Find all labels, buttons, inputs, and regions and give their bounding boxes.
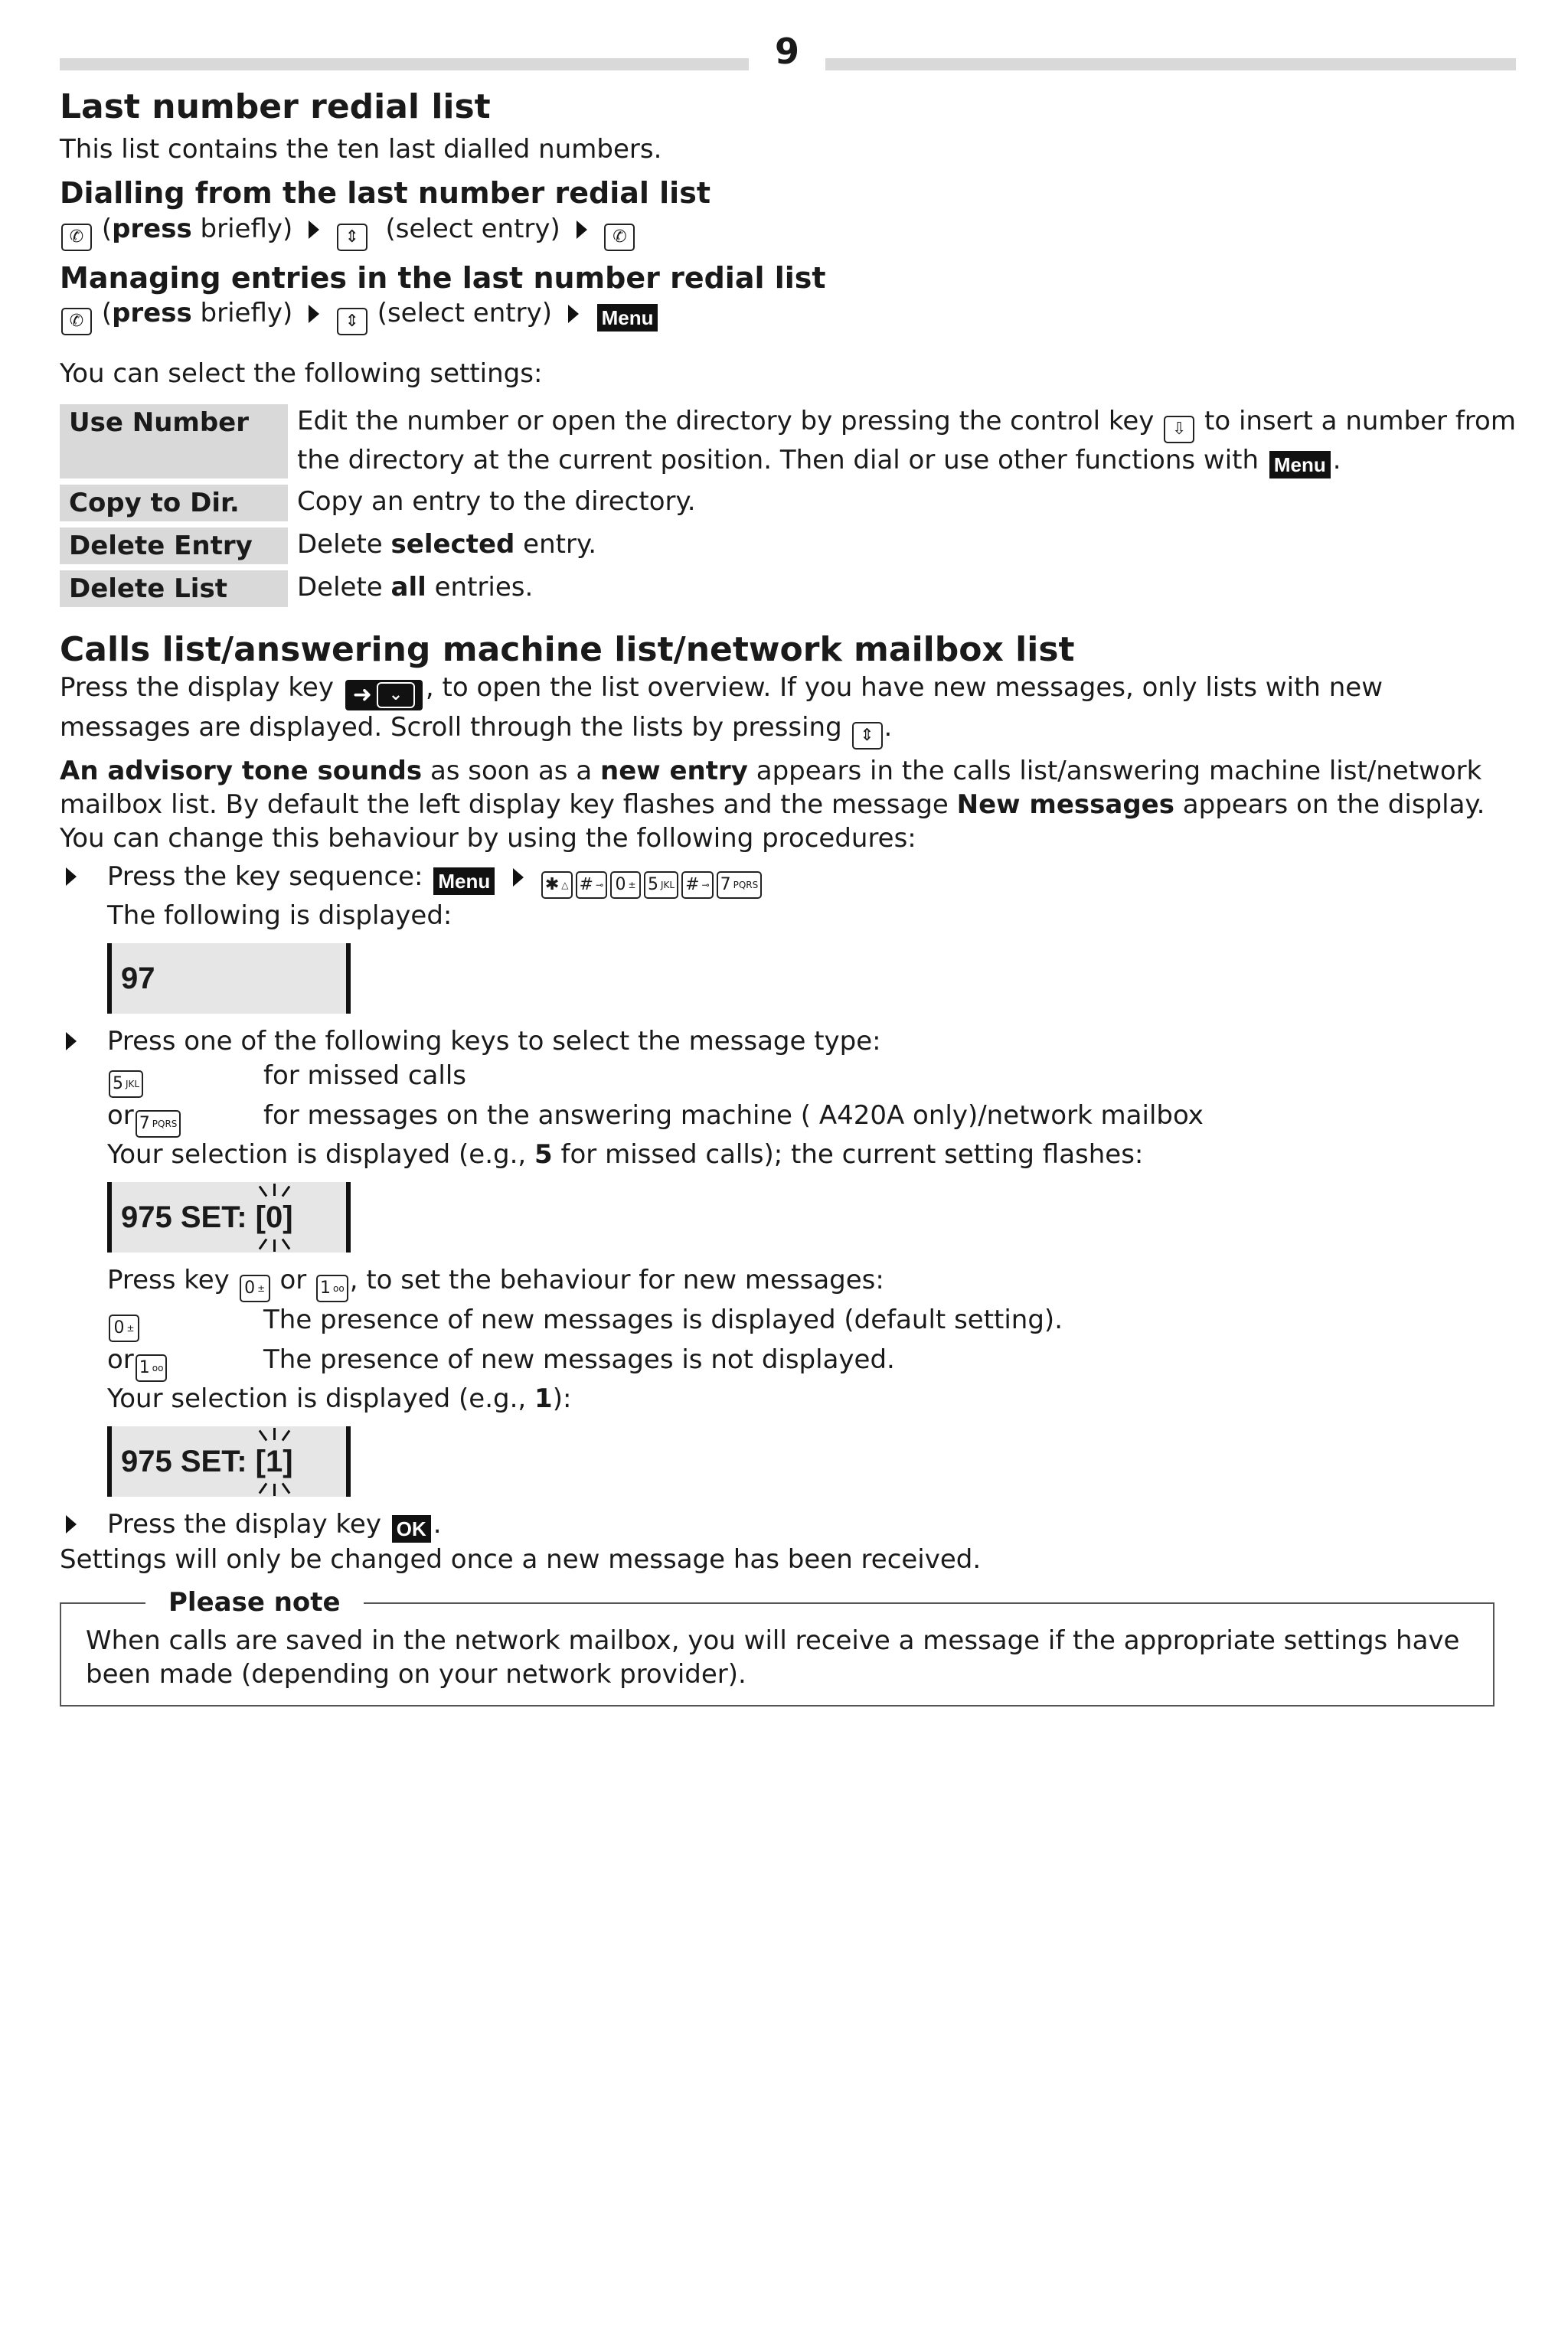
key-1 <box>136 1354 168 1382</box>
setting-desc: Copy an entry to the directory. <box>297 486 696 517</box>
settings-intro: You can select the following settings: <box>60 358 543 389</box>
bold-text: New messages <box>956 789 1174 820</box>
triangle-bullet-icon <box>577 220 587 239</box>
key-main: 7 <box>139 1114 150 1133</box>
selection-text: ): <box>552 1383 572 1414</box>
settings-table <box>60 398 1516 613</box>
calls-p1 <box>60 671 1516 750</box>
redial-intro: This list contains the ten last dialled numbers. <box>60 134 662 165</box>
calls-p2 <box>60 754 1516 855</box>
menu-key: Menu <box>1269 451 1331 478</box>
or-text: or <box>107 1344 134 1375</box>
calls-p1-text: . <box>884 712 893 743</box>
option-text: The presence of new messages is displayed (default setting). <box>263 1305 1063 1335</box>
triangle-bullet-icon <box>309 220 319 239</box>
key-hash <box>576 871 608 899</box>
calls-p1-text: , to open the list overview. If you have new messages, only lists with new messages are displayed. Scroll through the lists by pressing <box>60 672 1383 743</box>
triangle-bullet-icon <box>66 1032 77 1050</box>
key-main: 1 <box>320 1279 332 1298</box>
display-key-arrow <box>345 680 423 710</box>
page <box>60 31 1516 1707</box>
flashing-value <box>266 1200 283 1235</box>
option-key-cell <box>107 1098 263 1138</box>
calls-p2-text: as soon as a <box>430 756 593 786</box>
option-missed <box>60 1058 1516 1098</box>
selection-text: for missed calls); the current setting flashes: <box>560 1139 1144 1170</box>
selection-1 <box>60 1138 1516 1171</box>
chevron-down-icon: ⌄ <box>377 682 415 708</box>
key-main: 5 <box>648 875 659 894</box>
or-text: or <box>107 1100 134 1131</box>
step-text: Press one of the following keys to select the message type: <box>107 1026 881 1057</box>
following-displayed: The following is displayed: <box>107 900 452 931</box>
key-sub: ± <box>257 1283 266 1294</box>
setting-key: Delete List <box>60 570 288 607</box>
final-note: Settings will only be changed once a new message has been received. <box>60 1544 982 1575</box>
calls-p2-text: appears on the display. You can change this behaviour by using the following procedures: <box>60 789 1485 854</box>
setting-desc-text: entry. <box>523 529 597 560</box>
lcd-value: 0 <box>265 1200 283 1234</box>
triangle-bullet-icon <box>309 305 319 323</box>
key-sub: ± <box>628 880 636 890</box>
press-key-text: Press key <box>107 1265 230 1295</box>
paren-open: ( <box>101 298 113 328</box>
phone-key-icon: ✆ <box>604 224 635 251</box>
setting-desc <box>288 404 1516 478</box>
option-text: for missed calls <box>263 1060 466 1091</box>
key-5 <box>109 1070 143 1098</box>
triangle-bullet-icon <box>66 1515 77 1533</box>
section-title-calls: Calls list/answering machine list/network mailbox list <box>60 630 1075 669</box>
key-0 <box>240 1275 270 1302</box>
lcd-text: ] <box>283 1444 293 1478</box>
key-main: 0 <box>615 875 626 894</box>
control-key-updown-icon: ⇕ <box>852 722 883 750</box>
setting-desc-bold: all <box>390 572 426 603</box>
setting-key: Delete Entry <box>60 527 288 564</box>
menu-key: Menu <box>597 304 658 332</box>
setting-desc <box>288 527 1516 564</box>
key-main: 0 <box>113 1318 125 1337</box>
table-row <box>60 570 1516 607</box>
setting-desc-text: Delete <box>297 529 383 560</box>
key-sub: JKL <box>661 880 675 890</box>
key-main: # <box>579 875 593 894</box>
option-not-displayed <box>60 1342 1516 1382</box>
press-word: press <box>112 298 192 328</box>
setting-key: Copy to Dir. <box>60 485 288 521</box>
manage-instruction <box>60 296 1516 335</box>
key-1 <box>316 1275 348 1302</box>
key-main: 7 <box>720 875 731 894</box>
table-row <box>60 485 1516 521</box>
lcd-display-2 <box>107 1182 351 1253</box>
selection-bold: 5 <box>534 1139 553 1170</box>
header-bar-left <box>60 58 749 70</box>
lcd-text: 97 <box>121 961 155 995</box>
step-1 <box>60 860 1516 899</box>
press-key-line <box>60 1263 1516 1302</box>
key-0 <box>610 871 641 899</box>
page-header <box>60 31 1516 77</box>
key-7 <box>136 1110 181 1138</box>
calls-p1-text: Press the display key <box>60 672 334 703</box>
note-title: Please note <box>145 1586 364 1619</box>
option-key-cell <box>107 1342 263 1382</box>
table-row <box>60 527 1516 564</box>
selection-text: Your selection is displayed (e.g., <box>107 1139 527 1170</box>
key-sub: △ <box>561 880 569 890</box>
setting-desc-text: to insert a number from the directory at the current position. Then dial or use other functions with <box>297 406 1516 475</box>
selection-text: Your selection is displayed (e.g., <box>107 1383 527 1414</box>
select-entry-text: (select entry) <box>385 213 560 244</box>
page-number: 9 <box>774 31 799 72</box>
key-main: 5 <box>113 1074 123 1093</box>
lcd-display-3 <box>107 1426 351 1497</box>
step-text: Press the key sequence: <box>107 861 423 892</box>
briefly-word: briefly) <box>200 213 293 244</box>
lcd-value: 1 <box>265 1444 283 1478</box>
subsection-dialling: Dialling from the last number redial list <box>60 176 710 210</box>
key-hash <box>681 871 714 899</box>
phone-key-icon: ✆ <box>61 224 92 251</box>
dial-instruction <box>60 212 1516 251</box>
key-sub: JKL <box>126 1079 140 1089</box>
option-key-cell <box>107 1302 263 1342</box>
key-sub: PQRS <box>152 1119 178 1129</box>
triangle-bullet-icon <box>513 868 524 887</box>
bold-text: An advisory tone sounds <box>60 756 423 786</box>
selection-2 <box>60 1382 1516 1416</box>
setting-desc-text: entries. <box>434 572 534 603</box>
key-star <box>541 871 573 899</box>
step-2 <box>60 1024 1516 1058</box>
key-main: # <box>685 875 700 894</box>
control-key-down-icon: ⇩ <box>1164 416 1194 443</box>
option-key-cell <box>107 1058 263 1098</box>
press-key-text: , to set the behaviour for new messages: <box>349 1265 884 1295</box>
lcd-text: 975 SET: [ <box>121 1444 266 1478</box>
setting-desc-text: Delete <box>297 572 383 603</box>
key-main: 0 <box>244 1279 256 1298</box>
setting-desc-bold: selected <box>390 529 515 560</box>
step-text: Press the display key <box>107 1509 381 1540</box>
or-text: or <box>279 1265 307 1295</box>
control-key-updown-icon: ⇕ <box>337 308 368 335</box>
selection-bold: 1 <box>534 1383 553 1414</box>
step-text: . <box>433 1509 442 1540</box>
option-displayed <box>60 1302 1516 1342</box>
header-bar-right <box>825 58 1516 70</box>
key-sub: ᴏᴏ <box>333 1283 345 1294</box>
key-sub: ± <box>126 1323 135 1334</box>
key-7 <box>717 871 763 899</box>
key-0 <box>109 1315 139 1342</box>
press-word: press <box>112 213 192 244</box>
option-text: for messages on the answering machine ( A420A only)/network mailbox <box>263 1100 1204 1131</box>
note-text: When calls are saved in the network mailbox, you will receive a message if the appropriate settings have been made (depending on your network provider). <box>86 1625 1460 1690</box>
key-5 <box>644 871 678 899</box>
select-entry-text: (select entry) <box>377 298 552 328</box>
key-main: 1 <box>139 1358 150 1377</box>
setting-desc-text: . <box>1332 445 1341 475</box>
option-text: The presence of new messages is not displayed. <box>263 1344 895 1375</box>
lcd-text: ] <box>283 1200 293 1234</box>
subsection-managing: Managing entries in the last number redial list <box>60 260 826 295</box>
control-key-updown-icon: ⇕ <box>337 224 368 251</box>
paren-open: ( <box>101 213 113 244</box>
flashing-value <box>266 1445 283 1479</box>
table-row <box>60 404 1516 478</box>
key-sub: ⊸ <box>701 880 710 890</box>
step-3 <box>60 1507 1516 1543</box>
bold-text: new entry <box>599 756 748 786</box>
lcd-display-1 <box>107 943 351 1014</box>
setting-key: Use Number <box>60 404 288 478</box>
please-note-box <box>60 1587 1494 1707</box>
triangle-bullet-icon <box>66 867 77 886</box>
ok-key: OK <box>392 1515 431 1543</box>
section-title-redial: Last number redial list <box>60 87 491 126</box>
phone-key-icon: ✆ <box>61 308 92 335</box>
calls-p2-text: appears in the calls list/answering machine list/network mailbox list. By default the left display key flashes and the message <box>60 756 1482 820</box>
briefly-word: briefly) <box>200 298 293 328</box>
lcd-text: 975 SET: [ <box>121 1200 266 1234</box>
option-answering-machine <box>60 1098 1516 1138</box>
key-sub: ⊸ <box>595 880 604 890</box>
setting-desc <box>288 570 1516 607</box>
menu-key: Menu <box>433 867 495 895</box>
arrow-right-icon: ➜ <box>352 681 372 708</box>
key-sub: ᴏᴏ <box>152 1363 164 1373</box>
triangle-bullet-icon <box>568 305 579 323</box>
setting-desc-text: Edit the number or open the directory by pressing the control key <box>297 406 1155 436</box>
key-main: ✱ <box>544 875 560 894</box>
key-sub: PQRS <box>733 880 759 890</box>
